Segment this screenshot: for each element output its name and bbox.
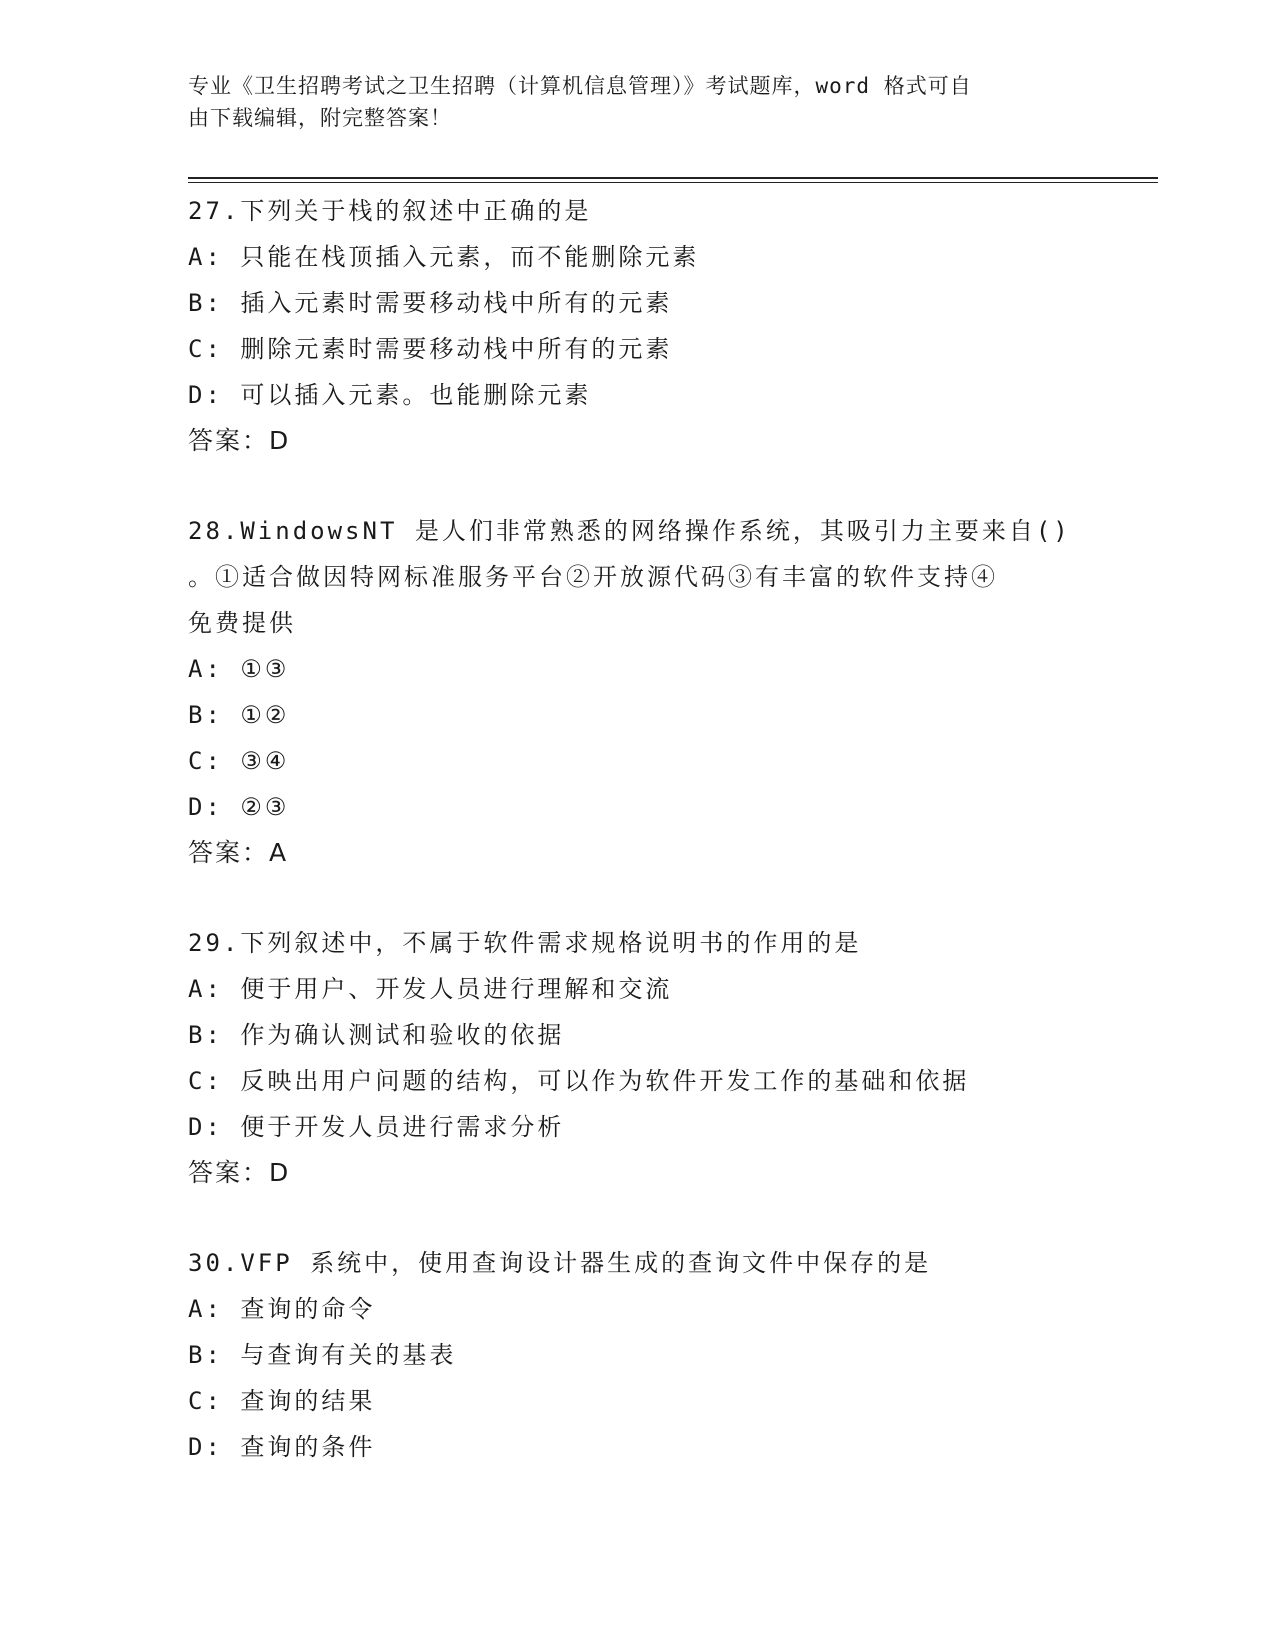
question-list [188, 188, 1088, 1514]
option-b: B: ①② [188, 701, 290, 729]
option-b: B: 作为确认测试和验收的依据 [188, 1021, 565, 1049]
option-c: C: 查询的结果 [188, 1387, 376, 1415]
option-b: B: 与查询有关的基表 [188, 1341, 457, 1369]
answer-label: 答案：D [188, 1158, 291, 1187]
question-30 [188, 1240, 1088, 1470]
question-29 [188, 920, 1088, 1196]
option-c: C: 删除元素时需要移动栈中所有的元素 [188, 335, 673, 363]
option-a: A: 便于用户、开发人员进行理解和交流 [188, 975, 673, 1003]
question-title: 30.VFP 系统中，使用查询设计器生成的查询文件中保存的是 [188, 1249, 932, 1277]
question-title-continued: 免费提供 [188, 609, 296, 637]
option-b: B: 插入元素时需要移动栈中所有的元素 [188, 289, 673, 317]
answer-label: 答案：D [188, 426, 291, 455]
header-divider-thick [188, 177, 1158, 179]
option-d: D: 便于开发人员进行需求分析 [188, 1113, 565, 1141]
answer-label: 答案：A [188, 838, 289, 867]
question-27 [188, 188, 1088, 464]
option-a: A: 只能在栈顶插入元素，而不能删除元素 [188, 243, 700, 271]
option-d: D: 查询的条件 [188, 1433, 376, 1461]
option-c: C: 反映出用户问题的结构，可以作为软件开发工作的基础和依据 [188, 1067, 970, 1095]
question-title: 28.WindowsNT 是人们非常熟悉的网络操作系统，其吸引力主要来自() [188, 517, 1071, 545]
option-a: A: ①③ [188, 655, 290, 683]
document-header [188, 70, 1068, 134]
option-c: C: ③④ [188, 747, 290, 775]
question-title-continued: 。①适合做因特网标准服务平台②开放源代码③有丰富的软件支持④ [188, 563, 998, 591]
header-divider-thin [188, 182, 1158, 183]
question-title: 27.下列关于栈的叙述中正确的是 [188, 197, 592, 225]
option-d: D: ②③ [188, 793, 290, 821]
question-title: 29.下列叙述中，不属于软件需求规格说明书的作用的是 [188, 929, 862, 957]
option-d: D: 可以插入元素。也能删除元素 [188, 381, 592, 409]
option-a: A: 查询的命令 [188, 1295, 376, 1323]
header-line-1: 专业《卫生招聘考试之卫生招聘（计算机信息管理）》考试题库，word 格式可自 [188, 74, 972, 98]
question-28 [188, 508, 1088, 876]
header-line-2: 由下载编辑，附完整答案！ [188, 106, 452, 130]
